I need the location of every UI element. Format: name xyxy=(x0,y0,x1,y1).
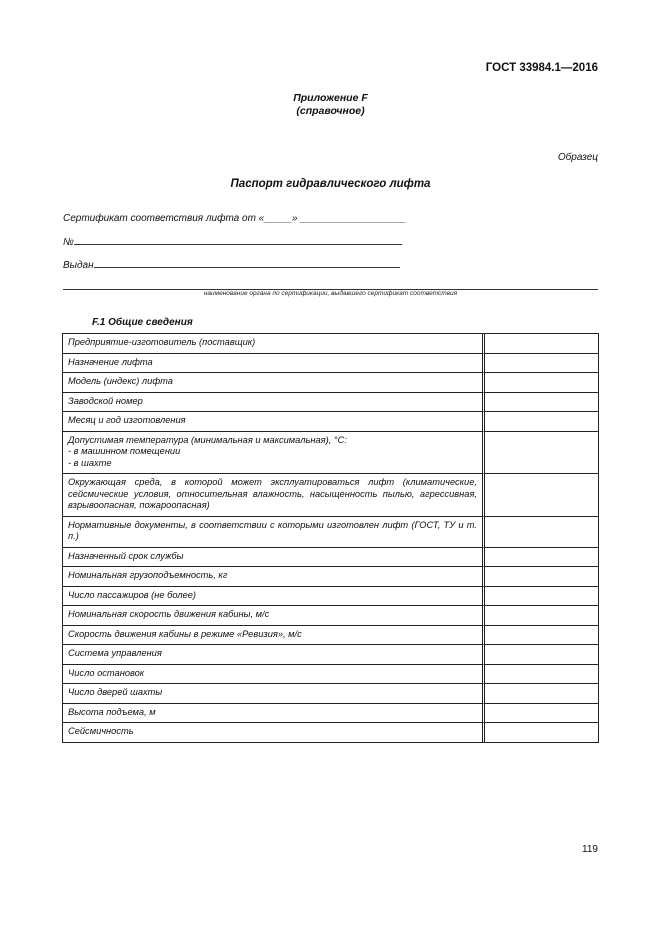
annex-type: (справочное) xyxy=(296,105,365,117)
row-label xyxy=(63,684,482,704)
row-value-cell[interactable] xyxy=(482,684,598,704)
row-label-text: Число дверей шахты xyxy=(68,687,163,697)
number-blank xyxy=(74,235,402,245)
row-value-cell[interactable] xyxy=(482,665,598,685)
issued-field xyxy=(63,258,400,271)
sample-label: Образец xyxy=(557,152,598,163)
row-value-cell[interactable] xyxy=(482,474,598,517)
row-label-text: Число пассажиров (не более) xyxy=(68,589,197,600)
row-label-text: Сейсмичность xyxy=(68,726,134,736)
row-value-cell[interactable] xyxy=(482,645,598,665)
table-row xyxy=(63,567,598,587)
row-label-text: Высота подъема, м xyxy=(68,706,156,717)
table-row xyxy=(63,723,598,742)
issuer-caption: наименование органа по сертификации, выдавшего сертификат соответствия xyxy=(203,290,458,297)
row-value-cell[interactable] xyxy=(482,393,598,413)
row-label xyxy=(63,354,482,374)
row-label-text: Месяц и год изготовления xyxy=(68,415,186,425)
row-label-text: Предприятие-изготовитель (поставщик) xyxy=(68,337,256,347)
row-label-text: Допустимая температура (минимальная и максимальная), °С: xyxy=(68,434,347,445)
row-value-cell[interactable] xyxy=(482,606,598,626)
row-label xyxy=(63,645,482,665)
row-subitem: - в машинном помещении xyxy=(68,446,181,456)
certificate-label: Сертификат соответствия лифта от «_____» ___________________ xyxy=(63,213,407,224)
issued-blank xyxy=(94,258,400,268)
row-label xyxy=(63,517,482,548)
row-label-text: Заводской номер xyxy=(68,395,143,406)
table-row xyxy=(63,432,598,475)
row-value-cell[interactable] xyxy=(482,354,598,374)
table-row xyxy=(63,665,598,685)
row-value-cell[interactable] xyxy=(482,373,598,393)
row-label-text: Номинальная грузоподъемность, кг xyxy=(68,570,228,580)
row-value-cell[interactable] xyxy=(482,432,598,475)
table-row xyxy=(63,606,598,626)
general-info-table xyxy=(62,333,599,743)
row-value-cell[interactable] xyxy=(482,517,598,548)
row-label xyxy=(63,587,482,607)
section-title: F.1 Общие сведения xyxy=(92,317,193,328)
certificate-field xyxy=(63,213,406,224)
row-label xyxy=(63,723,482,742)
row-value-cell[interactable] xyxy=(482,723,598,742)
row-label-text: Назначение лифта xyxy=(68,356,153,367)
row-label-text: Окружающая среда, в которой может эксплуатироваться лифт (климатические, сейсмические условия, относительная влажность, насыщенность пылью, агрессивная, взрывоопасная, пожароопасная) xyxy=(68,477,477,510)
row-value-cell[interactable] xyxy=(482,704,598,724)
table-row xyxy=(63,373,598,393)
table-row xyxy=(63,587,598,607)
page-number: 119 xyxy=(582,844,598,855)
table-row xyxy=(63,354,598,374)
table-row xyxy=(63,334,598,354)
row-label-text: Число остановок xyxy=(68,667,145,678)
row-label xyxy=(63,432,482,475)
row-label xyxy=(63,548,482,568)
row-label xyxy=(63,393,482,413)
document-title: Паспорт гидравлического лифта xyxy=(230,178,431,190)
table-row xyxy=(63,704,598,724)
issued-label: Выдан xyxy=(63,260,94,271)
row-value-cell[interactable] xyxy=(482,412,598,432)
table-row xyxy=(63,517,598,548)
row-label-text: Система управления xyxy=(68,648,162,658)
row-subitem: - в шахте xyxy=(68,457,112,468)
number-field xyxy=(63,235,402,248)
row-value-cell[interactable] xyxy=(482,334,598,354)
row-label-text: Нормативные документы, в соответствии с которыми изготовлен лифт (ГОСТ, ТУ и т. п.) xyxy=(68,519,477,541)
number-label: № xyxy=(63,237,74,248)
table-row xyxy=(63,548,598,568)
row-label xyxy=(63,334,482,354)
row-label xyxy=(63,665,482,685)
row-label xyxy=(63,567,482,587)
row-label xyxy=(63,474,482,517)
row-label-text: Номинальная скорость движения кабины, м/с xyxy=(68,609,270,619)
row-label-text: Модель (индекс) лифта xyxy=(68,376,173,386)
standard-number: ГОСТ 33984.1—2016 xyxy=(485,62,598,74)
row-label xyxy=(63,373,482,393)
row-value-cell[interactable] xyxy=(482,567,598,587)
row-label xyxy=(63,412,482,432)
row-value-cell[interactable] xyxy=(482,587,598,607)
row-label-text: Назначенный срок службы xyxy=(68,550,184,561)
annex-title: Приложение F xyxy=(293,92,368,104)
row-label-text: Скорость движения кабины в режиме «Ревизия», м/с xyxy=(68,628,302,639)
row-value-cell[interactable] xyxy=(482,626,598,646)
annex-heading xyxy=(0,92,661,118)
row-label xyxy=(63,606,482,626)
table-row xyxy=(63,645,598,665)
row-label xyxy=(63,626,482,646)
row-value-cell[interactable] xyxy=(482,548,598,568)
table-row xyxy=(63,412,598,432)
table-row xyxy=(63,474,598,517)
table-row xyxy=(63,684,598,704)
row-label xyxy=(63,704,482,724)
table-row xyxy=(63,393,598,413)
table-row xyxy=(63,626,598,646)
